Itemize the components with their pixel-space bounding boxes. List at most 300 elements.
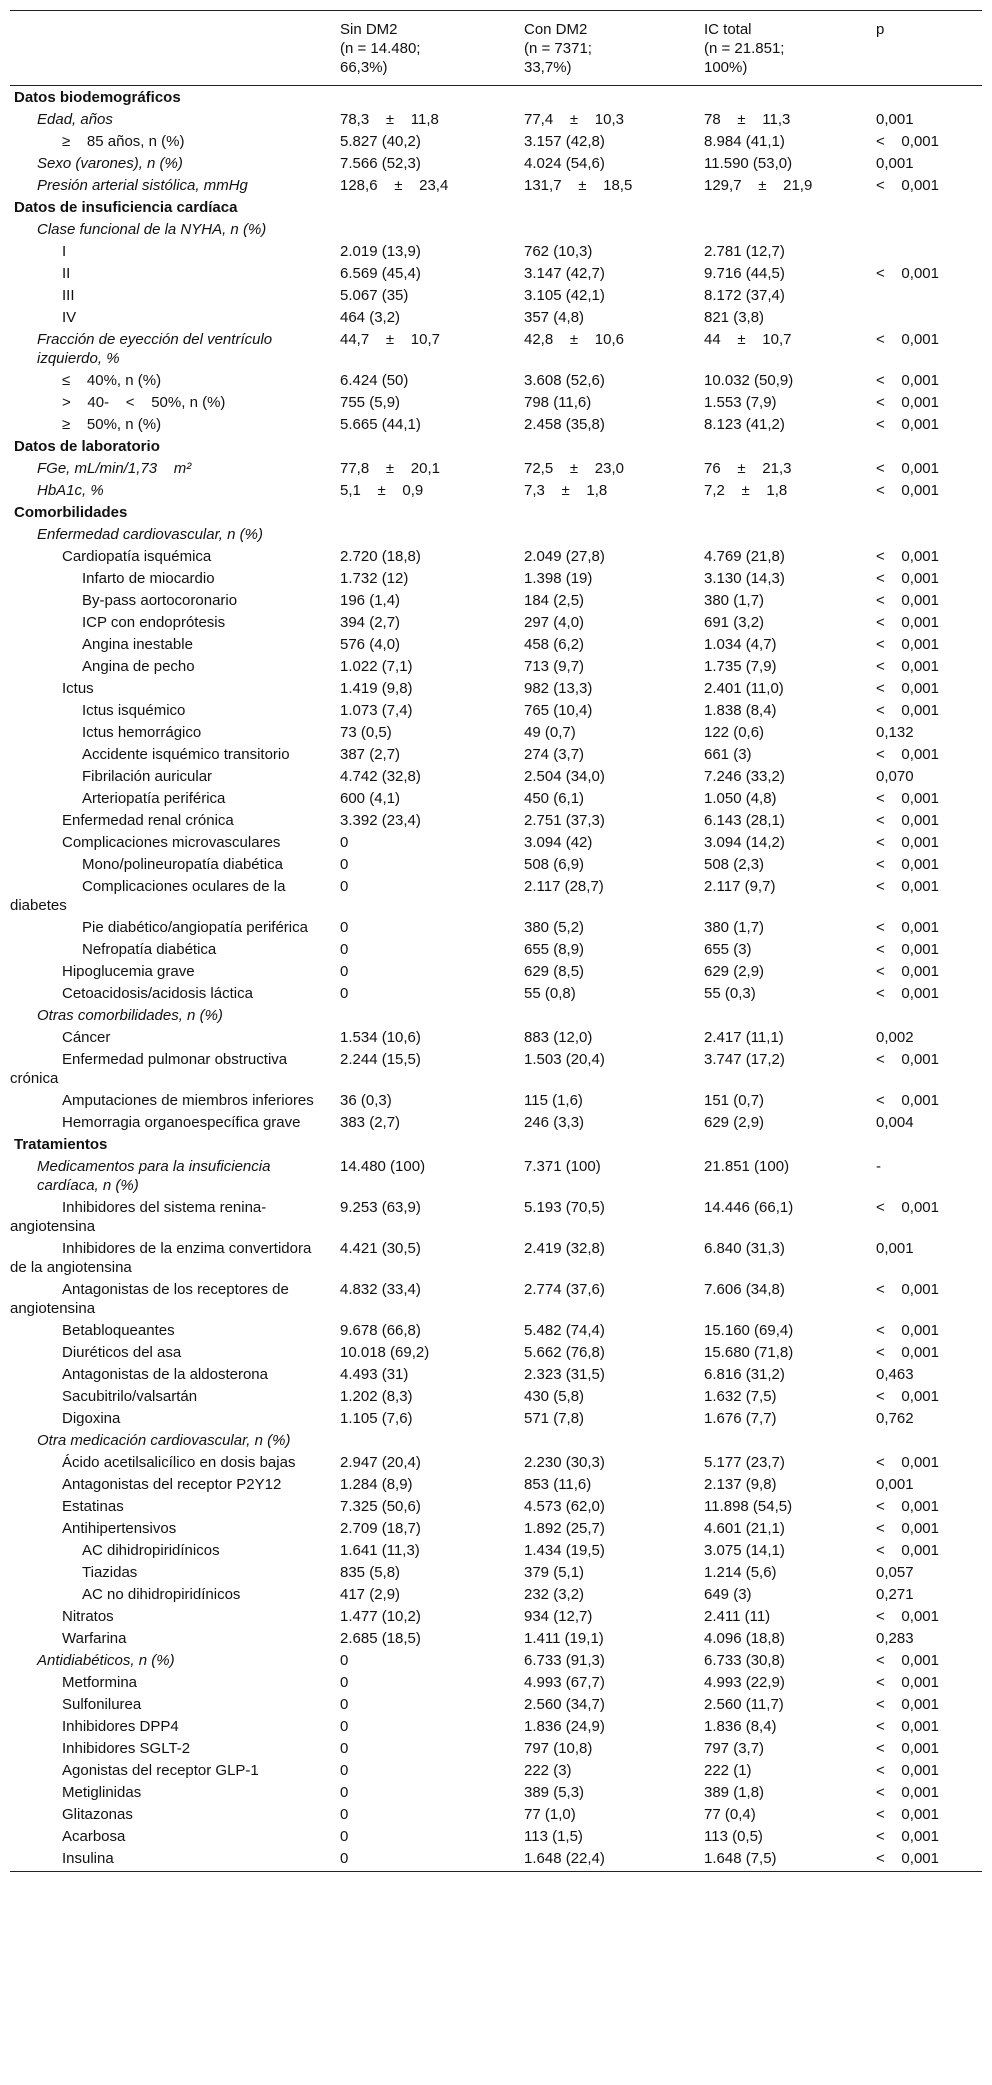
row-label: Datos de insuficiencia cardíaca bbox=[14, 199, 238, 216]
p-value: < 0,001 bbox=[876, 614, 939, 631]
row-label: Inhibidores de la enzima convertidora de la angiotensina bbox=[10, 1240, 312, 1276]
p-value: < 0,001 bbox=[876, 856, 939, 873]
row-label: Antidiabéticos, n (%) bbox=[37, 1652, 175, 1669]
con-dm2-value: 5.482 (74,4) bbox=[524, 1322, 605, 1339]
ic-total-value: 11.590 (53,0) bbox=[704, 155, 793, 172]
row-label: Presión arterial sistólica, mmHg bbox=[37, 177, 248, 194]
p-value: < 0,001 bbox=[872, 1847, 982, 1872]
table-row bbox=[10, 130, 982, 152]
header-row bbox=[10, 11, 982, 86]
p-value: < 0,001 bbox=[876, 1454, 939, 1471]
p-value bbox=[872, 306, 982, 328]
table-row bbox=[10, 1111, 982, 1133]
table-row bbox=[10, 589, 982, 611]
con-dm2-value: 450 (6,1) bbox=[524, 790, 585, 807]
row-label: AC no dihidropiridínicos bbox=[82, 1586, 241, 1603]
con-dm2-value: 5.193 (70,5) bbox=[524, 1199, 605, 1216]
sin-dm2-value: 0 bbox=[340, 1652, 349, 1669]
sin-dm2-value: 4.742 (32,8) bbox=[340, 768, 421, 785]
p-value: < 0,001 bbox=[876, 460, 939, 477]
sin-dm2-value: 417 (2,9) bbox=[340, 1586, 401, 1603]
p-value bbox=[872, 196, 982, 218]
section-header-row bbox=[10, 501, 982, 523]
p-value bbox=[872, 1133, 982, 1155]
table-row bbox=[10, 1715, 982, 1737]
con-dm2-value bbox=[520, 523, 700, 545]
p-value: < 0,001 bbox=[876, 1092, 939, 1109]
sin-dm2-value: 6.569 (45,4) bbox=[340, 265, 421, 282]
con-dm2-value: 379 (5,1) bbox=[524, 1564, 585, 1581]
ic-total-value: 14.446 (66,1) bbox=[704, 1199, 794, 1216]
p-value bbox=[872, 218, 982, 240]
con-dm2-value: 232 (3,2) bbox=[524, 1586, 585, 1603]
row-label: Ácido acetilsalicílico en dosis bajas bbox=[62, 1454, 296, 1471]
ic-total-value bbox=[700, 86, 872, 109]
con-dm2-value bbox=[520, 501, 700, 523]
con-dm2-value: 934 (12,7) bbox=[524, 1608, 593, 1625]
ic-total-value: 2.417 (11,1) bbox=[704, 1029, 784, 1046]
con-dm2-value: 5.662 (76,8) bbox=[524, 1344, 605, 1361]
sin-dm2-value: 1.534 (10,6) bbox=[340, 1029, 421, 1046]
p-value: < 0,001 bbox=[876, 372, 939, 389]
ic-total-value: 380 (1,7) bbox=[704, 919, 765, 936]
p-value bbox=[872, 86, 982, 109]
sin-dm2-value: 2.947 (20,4) bbox=[340, 1454, 421, 1471]
row-label: By-pass aortocoronario bbox=[82, 592, 238, 609]
p-value: < 0,001 bbox=[876, 941, 939, 958]
p-value bbox=[872, 1004, 982, 1026]
p-value: 0,001 bbox=[876, 155, 914, 172]
ic-total-value bbox=[700, 1133, 872, 1155]
sin-dm2-value bbox=[336, 1004, 520, 1026]
table-row bbox=[10, 1627, 982, 1649]
ic-total-value: 4.993 (22,9) bbox=[704, 1674, 785, 1691]
p-value: 0,070 bbox=[876, 768, 914, 785]
row-label: ≥ 50%, n (%) bbox=[62, 416, 162, 433]
ic-total-value: 15.160 (69,4) bbox=[704, 1322, 794, 1339]
ic-total-value: 2.781 (12,7) bbox=[704, 243, 785, 260]
p-value bbox=[872, 523, 982, 545]
ic-total-value: 113 (0,5) bbox=[704, 1828, 763, 1845]
ic-total-value: 7.246 (33,2) bbox=[704, 768, 785, 785]
row-label: Complicaciones microvasculares bbox=[62, 834, 281, 851]
con-dm2-value: 4.024 (54,6) bbox=[524, 155, 605, 172]
p-value: < 0,001 bbox=[876, 1608, 939, 1625]
row-label: Hemorragia organoespecífica grave bbox=[62, 1114, 301, 1131]
row-label: Diuréticos del asa bbox=[62, 1344, 182, 1361]
ic-total-value: 380 (1,7) bbox=[704, 592, 765, 609]
p-value: < 0,001 bbox=[876, 1199, 939, 1216]
sin-dm2-value: 0 bbox=[340, 1740, 349, 1757]
ic-total-value: 1.632 (7,5) bbox=[704, 1388, 777, 1405]
row-label: Infarto de miocardio bbox=[82, 570, 215, 587]
sin-dm2-value: 394 (2,7) bbox=[340, 614, 401, 631]
table-row bbox=[10, 677, 982, 699]
sin-dm2-value: 6.424 (50) bbox=[340, 372, 409, 389]
ic-total-value: 6.143 (28,1) bbox=[704, 812, 785, 829]
table-row bbox=[10, 391, 982, 413]
p-value bbox=[872, 284, 982, 306]
row-label: Tiazidas bbox=[82, 1564, 138, 1581]
con-dm2-value: 2.560 (34,7) bbox=[524, 1696, 605, 1713]
p-value: 0,001 bbox=[876, 1240, 914, 1257]
ic-total-value bbox=[700, 196, 872, 218]
con-dm2-value: 1.503 (20,4) bbox=[524, 1051, 605, 1068]
table-row bbox=[10, 611, 982, 633]
con-dm2-value bbox=[520, 1133, 700, 1155]
con-dm2-value: 380 (5,2) bbox=[524, 919, 585, 936]
p-value: 0,132 bbox=[876, 724, 914, 741]
sin-dm2-value: 1.202 (8,3) bbox=[340, 1388, 413, 1405]
p-value: < 0,001 bbox=[876, 702, 939, 719]
row-label: Antagonistas de la aldosterona bbox=[62, 1366, 268, 1383]
row-label: Glitazonas bbox=[62, 1806, 133, 1823]
table-row bbox=[10, 567, 982, 589]
row-label: Insulina bbox=[10, 1847, 336, 1872]
ic-total-value: 44 ± 10,7 bbox=[704, 331, 792, 348]
table-row bbox=[10, 1196, 982, 1237]
con-dm2-value: 1.411 (19,1) bbox=[524, 1630, 604, 1647]
sin-dm2-value: 0 bbox=[340, 834, 349, 851]
table-row bbox=[10, 545, 982, 567]
row-label: Tratamientos bbox=[14, 1136, 108, 1153]
con-dm2-value: 762 (10,3) bbox=[524, 243, 593, 260]
p-value: < 0,001 bbox=[876, 1542, 939, 1559]
row-label: Otra medicación cardiovascular, n (%) bbox=[37, 1432, 291, 1449]
p-value bbox=[872, 435, 982, 457]
con-dm2-value: 222 (3) bbox=[524, 1762, 572, 1779]
sin-dm2-value: 10.018 (69,2) bbox=[340, 1344, 430, 1361]
table-row bbox=[10, 982, 982, 1004]
table-row bbox=[10, 1429, 982, 1451]
con-dm2-value: 357 (4,8) bbox=[524, 309, 585, 326]
table-row bbox=[10, 108, 982, 130]
p-value: < 0,001 bbox=[876, 1322, 939, 1339]
p-value: < 0,001 bbox=[876, 482, 939, 499]
p-value: < 0,001 bbox=[876, 1051, 939, 1068]
con-dm2-value: 571 (7,8) bbox=[524, 1410, 585, 1427]
ic-total-value: 1.648 (7,5) bbox=[700, 1847, 872, 1872]
con-dm2-value: 2.323 (31,5) bbox=[524, 1366, 605, 1383]
sin-dm2-value: 2.720 (18,8) bbox=[340, 548, 421, 565]
row-label: Fibrilación auricular bbox=[82, 768, 213, 785]
sin-dm2-value bbox=[336, 1133, 520, 1155]
ic-total-value: 7.606 (34,8) bbox=[704, 1281, 785, 1298]
p-value: < 0,001 bbox=[876, 812, 939, 829]
con-dm2-value: 113 (1,5) bbox=[524, 1828, 583, 1845]
ic-total-value: 2.137 (9,8) bbox=[704, 1476, 777, 1493]
row-label: IV bbox=[62, 309, 77, 326]
sin-dm2-value: 1.641 (11,3) bbox=[340, 1542, 420, 1559]
row-label: Nefropatía diabética bbox=[82, 941, 217, 958]
table-row bbox=[10, 369, 982, 391]
ic-total-value: 129,7 ± 21,9 bbox=[704, 177, 813, 194]
row-label: Hipoglucemia grave bbox=[62, 963, 195, 980]
row-label: II bbox=[62, 265, 71, 282]
table-row bbox=[10, 1385, 982, 1407]
p-value: < 0,001 bbox=[876, 570, 939, 587]
sin-dm2-value: 73 (0,5) bbox=[340, 724, 392, 741]
sin-dm2-value: 0 bbox=[340, 941, 349, 958]
row-label: Inhibidores SGLT-2 bbox=[62, 1740, 191, 1757]
table-row bbox=[10, 1847, 982, 1872]
row-label: Amputaciones de miembros inferiores bbox=[62, 1092, 314, 1109]
sin-dm2-value: 44,7 ± 10,7 bbox=[340, 331, 440, 348]
ic-total-value: 2.560 (11,7) bbox=[704, 1696, 784, 1713]
sin-dm2-value: 0 bbox=[340, 856, 349, 873]
row-label: Datos de laboratorio bbox=[14, 438, 160, 455]
table-row bbox=[10, 1319, 982, 1341]
ic-total-value bbox=[700, 1004, 872, 1026]
con-dm2-value: 713 (9,7) bbox=[524, 658, 585, 675]
table-row bbox=[10, 1649, 982, 1671]
con-dm2-value: 1.398 (19) bbox=[524, 570, 593, 587]
row-label: Accidente isquémico transitorio bbox=[82, 746, 290, 763]
row-label: Angina inestable bbox=[82, 636, 193, 653]
row-label: Metiglinidas bbox=[62, 1784, 142, 1801]
table-row bbox=[10, 809, 982, 831]
table-row bbox=[10, 1539, 982, 1561]
ic-total-value: 122 (0,6) bbox=[704, 724, 765, 741]
sin-dm2-value: 387 (2,7) bbox=[340, 746, 401, 763]
p-value: < 0,001 bbox=[876, 790, 939, 807]
row-label: Antagonistas de los receptores de angiotensina bbox=[10, 1281, 289, 1317]
con-dm2-value: 853 (11,6) bbox=[524, 1476, 592, 1493]
p-value: < 0,001 bbox=[876, 177, 939, 194]
ic-total-value bbox=[700, 435, 872, 457]
con-dm2-value: 131,7 ± 18,5 bbox=[524, 177, 633, 194]
p-value: < 0,001 bbox=[876, 1696, 939, 1713]
ic-total-value: 11.898 (54,5) bbox=[704, 1498, 793, 1515]
sin-dm2-value: 2.709 (18,7) bbox=[340, 1520, 421, 1537]
ic-total-value: 649 (3) bbox=[704, 1586, 752, 1603]
baseline-characteristics-table bbox=[10, 10, 982, 1872]
ic-total-value: 629 (2,9) bbox=[704, 1114, 765, 1131]
sin-dm2-value: 0 bbox=[340, 1674, 349, 1691]
p-value: 0,001 bbox=[876, 111, 914, 128]
sin-dm2-value bbox=[336, 523, 520, 545]
sin-dm2-value: 1.419 (9,8) bbox=[340, 680, 413, 697]
row-label: Inhibidores del sistema renina-angiotensina bbox=[10, 1199, 267, 1235]
ic-total-value: 821 (3,8) bbox=[704, 309, 765, 326]
con-dm2-value: 7.371 (100) bbox=[524, 1158, 601, 1175]
ic-total-value: 1.553 (7,9) bbox=[704, 394, 777, 411]
row-label: ≥ 85 años, n (%) bbox=[62, 133, 185, 150]
sin-dm2-value: 2.685 (18,5) bbox=[340, 1630, 421, 1647]
table-row bbox=[10, 875, 982, 916]
p-value: < 0,001 bbox=[876, 878, 939, 895]
con-dm2-value: 798 (11,6) bbox=[524, 394, 592, 411]
con-dm2-value: 2.049 (27,8) bbox=[524, 548, 605, 565]
table-row bbox=[10, 413, 982, 435]
p-value: < 0,001 bbox=[876, 265, 939, 282]
sin-dm2-value: 9.678 (66,8) bbox=[340, 1322, 421, 1339]
table-row bbox=[10, 938, 982, 960]
ic-total-value: 7,2 ± 1,8 bbox=[704, 482, 788, 499]
table-row bbox=[10, 721, 982, 743]
table-row bbox=[10, 655, 982, 677]
ic-total-value: 76 ± 21,3 bbox=[704, 460, 792, 477]
ic-total-value: 2.401 (11,0) bbox=[704, 680, 784, 697]
p-value: 0,271 bbox=[876, 1586, 914, 1603]
header-p-value: p bbox=[872, 11, 982, 86]
table-row bbox=[10, 1089, 982, 1111]
sin-dm2-value: 77,8 ± 20,1 bbox=[340, 460, 440, 477]
p-value: 0,283 bbox=[876, 1630, 914, 1647]
sin-dm2-value: 1.284 (8,9) bbox=[340, 1476, 413, 1493]
p-value: 0,762 bbox=[876, 1410, 914, 1427]
ic-total-value: 1.050 (4,8) bbox=[704, 790, 777, 807]
ic-total-value: 21.851 (100) bbox=[704, 1158, 790, 1175]
p-value: < 0,001 bbox=[876, 834, 939, 851]
row-label: Arteriopatía periférica bbox=[82, 790, 226, 807]
table-row bbox=[10, 306, 982, 328]
row-label: Betabloqueantes bbox=[62, 1322, 175, 1339]
table-row bbox=[10, 1407, 982, 1429]
con-dm2-value: 797 (10,8) bbox=[524, 1740, 593, 1757]
sin-dm2-value: 3.392 (23,4) bbox=[340, 812, 421, 829]
row-label: Enfermedad renal crónica bbox=[62, 812, 234, 829]
sin-dm2-value bbox=[336, 196, 520, 218]
p-value: < 0,001 bbox=[876, 331, 939, 348]
header-sin-dm2: Sin DM2 (n = 14.480; 66,3%) bbox=[336, 11, 520, 86]
con-dm2-value: 430 (5,8) bbox=[524, 1388, 585, 1405]
p-value: < 0,001 bbox=[876, 416, 939, 433]
con-dm2-value: 1.648 (22,4) bbox=[520, 1847, 700, 1872]
con-dm2-value: 55 (0,8) bbox=[524, 985, 576, 1002]
sin-dm2-value: 0 bbox=[340, 963, 349, 980]
p-value: < 0,001 bbox=[876, 1344, 939, 1361]
p-value: < 0,001 bbox=[876, 592, 939, 609]
row-label: FGe, mL/min/1,73 m² bbox=[37, 460, 192, 477]
table-row bbox=[10, 152, 982, 174]
sin-dm2-value: 128,6 ± 23,4 bbox=[340, 177, 449, 194]
con-dm2-value: 274 (3,7) bbox=[524, 746, 585, 763]
ic-total-value: 508 (2,3) bbox=[704, 856, 765, 873]
p-value: < 0,001 bbox=[876, 1652, 939, 1669]
sin-dm2-value: 2.244 (15,5) bbox=[340, 1051, 421, 1068]
con-dm2-value: 3.608 (52,6) bbox=[524, 372, 605, 389]
sin-dm2-value: 1.732 (12) bbox=[340, 570, 409, 587]
ic-total-value bbox=[700, 218, 872, 240]
header-variable bbox=[10, 11, 336, 86]
ic-total-value: 4.601 (21,1) bbox=[704, 1520, 785, 1537]
con-dm2-value: 629 (8,5) bbox=[524, 963, 585, 980]
ic-total-value: 1.676 (7,7) bbox=[704, 1410, 777, 1427]
con-dm2-value bbox=[520, 435, 700, 457]
con-dm2-value bbox=[520, 86, 700, 109]
p-value: 0,004 bbox=[876, 1114, 914, 1131]
p-value: < 0,001 bbox=[876, 394, 939, 411]
table-row bbox=[10, 1473, 982, 1495]
row-label: Pie diabético/angiopatía periférica bbox=[82, 919, 308, 936]
table-row bbox=[10, 457, 982, 479]
table-row bbox=[10, 1737, 982, 1759]
row-label: Estatinas bbox=[62, 1498, 124, 1515]
con-dm2-value bbox=[520, 218, 700, 240]
p-value: - bbox=[876, 1158, 881, 1175]
ic-total-value: 3.075 (14,1) bbox=[704, 1542, 785, 1559]
table-row bbox=[10, 1759, 982, 1781]
con-dm2-value: 1.434 (19,5) bbox=[524, 1542, 605, 1559]
ic-total-value: 1.735 (7,9) bbox=[704, 658, 777, 675]
sin-dm2-value: 9.253 (63,9) bbox=[340, 1199, 421, 1216]
sin-dm2-value: 2.019 (13,9) bbox=[340, 243, 421, 260]
con-dm2-value: 42,8 ± 10,6 bbox=[524, 331, 624, 348]
sin-dm2-value: 383 (2,7) bbox=[340, 1114, 401, 1131]
sin-dm2-value: 0 bbox=[340, 878, 349, 895]
con-dm2-value: 246 (3,3) bbox=[524, 1114, 585, 1131]
row-label: Ictus hemorrágico bbox=[82, 724, 202, 741]
table-row bbox=[10, 1278, 982, 1319]
table-row bbox=[10, 1561, 982, 1583]
sin-dm2-value: 0 bbox=[340, 1762, 349, 1779]
ic-total-value: 3.094 (14,2) bbox=[704, 834, 785, 851]
ic-total-value: 5.177 (23,7) bbox=[704, 1454, 785, 1471]
table-row bbox=[10, 1517, 982, 1539]
row-label: Enfermedad pulmonar obstructiva crónica bbox=[10, 1051, 288, 1087]
table-row bbox=[10, 743, 982, 765]
con-dm2-value: 3.147 (42,7) bbox=[524, 265, 605, 282]
ic-total-value: 661 (3) bbox=[704, 746, 752, 763]
ic-total-value: 15.680 (71,8) bbox=[704, 1344, 794, 1361]
con-dm2-value: 6.733 (91,3) bbox=[524, 1652, 605, 1669]
ic-total-value: 691 (3,2) bbox=[704, 614, 765, 631]
table-row bbox=[10, 1693, 982, 1715]
row-label: Edad, años bbox=[37, 111, 113, 128]
p-value: 0,463 bbox=[876, 1366, 914, 1383]
table-row bbox=[10, 633, 982, 655]
con-dm2-value: 4.573 (62,0) bbox=[524, 1498, 605, 1515]
p-value: < 0,001 bbox=[876, 1762, 939, 1779]
row-label: Fracción de eyección del ventrículo izquierdo, % bbox=[37, 331, 273, 367]
sin-dm2-value: 0 bbox=[340, 1696, 349, 1713]
ic-total-value bbox=[700, 501, 872, 523]
table-body bbox=[10, 86, 982, 1872]
p-value: < 0,001 bbox=[876, 1388, 939, 1405]
table-row bbox=[10, 479, 982, 501]
table-row bbox=[10, 1363, 982, 1385]
p-value: < 0,001 bbox=[876, 658, 939, 675]
ic-total-value: 655 (3) bbox=[704, 941, 752, 958]
row-label: Medicamentos para la insuficiencia cardíaca, n (%) bbox=[37, 1158, 271, 1194]
p-value: < 0,001 bbox=[876, 1806, 939, 1823]
table-row bbox=[10, 1803, 982, 1825]
con-dm2-value: 77 (1,0) bbox=[524, 1806, 576, 1823]
ic-total-value: 8.123 (41,2) bbox=[704, 416, 785, 433]
ic-total-value: 4.769 (21,8) bbox=[704, 548, 785, 565]
sin-dm2-value: 0 bbox=[340, 1784, 349, 1801]
ic-total-value: 629 (2,9) bbox=[704, 963, 765, 980]
row-label: AC dihidropiridínicos bbox=[82, 1542, 220, 1559]
sin-dm2-value: 196 (1,4) bbox=[340, 592, 401, 609]
ic-total-value: 4.096 (18,8) bbox=[704, 1630, 785, 1647]
sin-dm2-value: 0 bbox=[340, 985, 349, 1002]
sin-dm2-value: 7.566 (52,3) bbox=[340, 155, 421, 172]
row-label: ICP con endoprótesis bbox=[82, 614, 226, 631]
row-label: Enfermedad cardiovascular, n (%) bbox=[37, 526, 263, 543]
table-row bbox=[10, 240, 982, 262]
con-dm2-value: 765 (10,4) bbox=[524, 702, 593, 719]
con-dm2-value: 7,3 ± 1,8 bbox=[524, 482, 608, 499]
table-row bbox=[10, 1583, 982, 1605]
section-header-row bbox=[10, 196, 982, 218]
ic-total-value bbox=[700, 1429, 872, 1451]
sin-dm2-value: 5.067 (35) bbox=[340, 287, 409, 304]
p-value: < 0,001 bbox=[876, 919, 939, 936]
table-row bbox=[10, 1781, 982, 1803]
p-value: < 0,001 bbox=[876, 746, 939, 763]
